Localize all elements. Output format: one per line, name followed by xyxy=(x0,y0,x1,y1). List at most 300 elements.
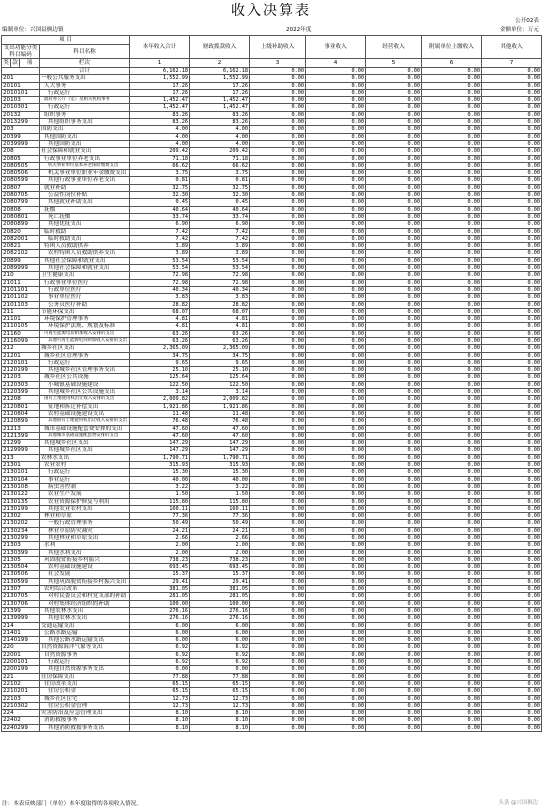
row-value: 2.00 xyxy=(190,542,250,549)
row-code: 2130599 xyxy=(2,578,40,585)
row-value: 3.89 xyxy=(190,243,250,250)
row-value: 125.64 xyxy=(190,374,250,381)
row-value: 0.00 xyxy=(482,133,542,140)
row-value: 0.00 xyxy=(482,666,542,673)
row-value: 0.00 xyxy=(422,148,482,155)
row-value: 0.00 xyxy=(250,352,306,359)
row-value: 0.00 xyxy=(306,111,366,118)
row-value: 0.00 xyxy=(250,498,306,505)
row-value: 0.00 xyxy=(366,571,422,578)
row-value: 381.05 xyxy=(190,586,250,593)
row-value: 0.00 xyxy=(482,483,542,490)
row-name: 其他社会保障和就业支出 xyxy=(40,257,130,264)
row-value: 0.00 xyxy=(366,294,422,301)
row-code: 2130108 xyxy=(2,483,40,490)
row-value: 0.00 xyxy=(366,308,422,315)
row-value: 6.92 xyxy=(130,644,190,651)
row-value: 0.00 xyxy=(306,192,366,199)
row-value: 0.00 xyxy=(306,345,366,352)
row-value: 0.00 xyxy=(482,367,542,374)
row-value: 24.21 xyxy=(190,527,250,534)
row-value: 0.00 xyxy=(366,440,422,447)
row-name: 组织事务 xyxy=(40,111,130,118)
row-name: 其他组织事务支出 xyxy=(40,119,130,126)
row-value: 6.00 xyxy=(130,629,190,636)
row-value: 0.00 xyxy=(422,170,482,177)
row-value: 276.16 xyxy=(190,607,250,614)
row-code: 2010101 xyxy=(2,89,40,96)
table-row xyxy=(2,140,542,147)
table-row xyxy=(2,644,542,651)
table-row xyxy=(2,89,542,96)
row-value: 0.00 xyxy=(366,535,422,542)
row-value: 40.34 xyxy=(190,286,250,293)
row-value: 4.00 xyxy=(190,140,250,147)
table-row xyxy=(2,695,542,702)
table-row xyxy=(2,483,542,490)
row-value: 0.00 xyxy=(306,279,366,286)
row-value: 738.23 xyxy=(190,556,250,563)
row-value: 0.00 xyxy=(250,243,306,250)
row-value: 0.00 xyxy=(366,257,422,264)
row-value: 0.00 xyxy=(422,593,482,600)
row-value: 0.00 xyxy=(366,213,422,220)
col-header-affiliated: 附属单位上缴收入 xyxy=(422,36,482,59)
row-value: 0.00 xyxy=(482,330,542,337)
row-value: 0.45 xyxy=(130,199,190,206)
row-value: 0.00 xyxy=(482,578,542,585)
row-value: 0.00 xyxy=(422,221,482,228)
table-row xyxy=(2,97,542,104)
row-value: 6.90 xyxy=(130,221,190,228)
row-value: 0.00 xyxy=(366,469,422,476)
row-value: 0.00 xyxy=(250,710,306,717)
row-value: 0.00 xyxy=(366,491,422,498)
row-name: 行政运行 xyxy=(40,659,130,666)
row-value: 276.16 xyxy=(190,615,250,622)
table-row xyxy=(2,177,542,184)
row-value: 0.00 xyxy=(482,170,542,177)
row-value: 0.00 xyxy=(250,666,306,673)
row-value: 0.00 xyxy=(306,520,366,527)
row-value: 122.50 xyxy=(130,381,190,388)
row-value: 0.00 xyxy=(306,615,366,622)
row-value: 0.00 xyxy=(422,695,482,702)
row-value: 0.00 xyxy=(366,228,422,235)
row-value: 0.00 xyxy=(422,381,482,388)
table-row xyxy=(2,615,542,622)
row-value: 0.00 xyxy=(422,367,482,374)
row-name: 死亡抚恤 xyxy=(40,213,130,220)
row-name: 其他林业和草原支出 xyxy=(40,535,130,542)
row-name: 交通运输支出 xyxy=(40,622,130,629)
total-value: 6,162.18 xyxy=(190,68,250,75)
row-value: 0.00 xyxy=(482,432,542,439)
row-value: 0.00 xyxy=(422,680,482,687)
row-value: 0.00 xyxy=(366,89,422,96)
row-value: 53.54 xyxy=(130,257,190,264)
row-value: 72.98 xyxy=(130,272,190,279)
row-value: 0.00 xyxy=(306,440,366,447)
row-value: 0.00 xyxy=(482,89,542,96)
row-name: 临时救助支出 xyxy=(40,235,130,242)
row-value: 24.21 xyxy=(130,527,190,534)
row-value: 0.00 xyxy=(422,659,482,666)
row-value: 147.29 xyxy=(130,447,190,454)
row-value: 0.00 xyxy=(482,286,542,293)
total-value: 0.00 xyxy=(306,68,366,75)
row-value: 0.00 xyxy=(422,140,482,147)
row-value: 11.48 xyxy=(130,410,190,417)
row-value: 83.26 xyxy=(190,119,250,126)
table-row xyxy=(2,148,542,155)
row-value: 0.00 xyxy=(306,717,366,724)
table-row xyxy=(2,279,542,286)
col-header-other: 其他收入 xyxy=(482,36,542,59)
row-value: 0.00 xyxy=(422,133,482,140)
row-value: 0.00 xyxy=(306,629,366,636)
row-code: 210 xyxy=(2,272,40,279)
col-header-business: 事业收入 xyxy=(306,36,366,59)
row-value: 0.00 xyxy=(482,695,542,702)
row-value: 29.41 xyxy=(190,578,250,585)
table-row xyxy=(2,666,542,673)
row-value: 209.42 xyxy=(190,148,250,155)
row-code: 2121399 xyxy=(2,432,40,439)
row-value: 0.00 xyxy=(366,586,422,593)
row-value: 2.66 xyxy=(190,535,250,542)
row-value: 693.45 xyxy=(190,564,250,571)
table-row xyxy=(2,513,542,520)
row-code: 2101103 xyxy=(2,301,40,308)
row-code: 201 xyxy=(2,75,40,82)
row-value: 0.00 xyxy=(250,148,306,155)
row-code: 22001 xyxy=(2,651,40,658)
row-code: 208 xyxy=(2,148,40,155)
row-value: 0.00 xyxy=(482,425,542,432)
row-value: 0.00 xyxy=(366,316,422,323)
row-name: 行政运行 xyxy=(40,469,130,476)
row-value: 0.00 xyxy=(306,396,366,403)
row-name: 就业补助 xyxy=(40,184,130,191)
row-code: 21302 xyxy=(2,513,40,520)
row-value: 0.00 xyxy=(306,542,366,549)
table-row xyxy=(2,607,542,614)
row-value: 47.60 xyxy=(130,432,190,439)
row-value: 0.00 xyxy=(422,162,482,169)
row-value: 0.00 xyxy=(130,666,190,673)
row-code: 21307 xyxy=(2,586,40,593)
row-value: 0.00 xyxy=(306,228,366,235)
row-value: 0.00 xyxy=(366,279,422,286)
row-value: 0.00 xyxy=(422,119,482,126)
row-value: 0.00 xyxy=(422,250,482,257)
row-value: 0.00 xyxy=(482,228,542,235)
row-value: 0.00 xyxy=(482,243,542,250)
row-value: 0.00 xyxy=(366,542,422,549)
row-value: 0.00 xyxy=(250,389,306,396)
row-value: 0.00 xyxy=(422,535,482,542)
row-code: 21399 xyxy=(2,607,40,614)
row-value: 209.42 xyxy=(130,148,190,155)
sub-header-section: 款 xyxy=(12,60,18,66)
row-value: 0.00 xyxy=(482,447,542,454)
row-value: 6.00 xyxy=(190,637,250,644)
row-value: 0.00 xyxy=(482,600,542,607)
row-value: 8.10 xyxy=(130,717,190,724)
row-value: 0.00 xyxy=(482,688,542,695)
row-value: 0.00 xyxy=(366,184,422,191)
row-value: 0.00 xyxy=(366,578,422,585)
row-value: 0.00 xyxy=(250,213,306,220)
row-name: 住房改革支出 xyxy=(40,680,130,687)
row-code: 20821 xyxy=(2,243,40,250)
row-value: 0.00 xyxy=(422,396,482,403)
table-row xyxy=(2,111,542,118)
row-name: 其他国防支出 xyxy=(40,133,130,140)
row-code: 2130504 xyxy=(2,564,40,571)
row-value: 0.00 xyxy=(306,586,366,593)
row-code: 2120804 xyxy=(2,410,40,417)
row-value: 122.50 xyxy=(190,381,250,388)
row-name: 其他国防支出 xyxy=(40,140,130,147)
row-value: 0.00 xyxy=(366,644,422,651)
row-name: 社会保障和就业支出 xyxy=(40,148,130,155)
row-value: 32.75 xyxy=(190,184,250,191)
row-value: 0.00 xyxy=(422,637,482,644)
row-value: 3.89 xyxy=(190,250,250,257)
row-value: 0.00 xyxy=(482,498,542,505)
row-code: 2130399 xyxy=(2,549,40,556)
row-value: 0.00 xyxy=(482,75,542,82)
row-value: 0.00 xyxy=(366,352,422,359)
row-value: 71.18 xyxy=(130,155,190,162)
row-value: 77.88 xyxy=(190,673,250,680)
row-code: 2130299 xyxy=(2,535,40,542)
table-row xyxy=(2,257,542,264)
row-value: 0.00 xyxy=(482,622,542,629)
row-value: 0.00 xyxy=(306,308,366,315)
row-value: 0.00 xyxy=(250,651,306,658)
row-value: 0.00 xyxy=(482,235,542,242)
row-value: 315.93 xyxy=(190,462,250,469)
row-value: 6.92 xyxy=(190,651,250,658)
row-value: 0.00 xyxy=(482,308,542,315)
row-value: 0.00 xyxy=(482,192,542,199)
row-value: 0.00 xyxy=(422,410,482,417)
row-name: 城乡社区支出 xyxy=(40,345,130,352)
row-code: 2130104 xyxy=(2,476,40,483)
row-value: 0.00 xyxy=(482,126,542,133)
row-value: 281.05 xyxy=(130,593,190,600)
row-value: 0.00 xyxy=(422,622,482,629)
row-value: 0.00 xyxy=(306,126,366,133)
row-value: 0.00 xyxy=(482,586,542,593)
row-value: 15.30 xyxy=(190,469,250,476)
row-name: 抚恤 xyxy=(40,206,130,213)
row-value: 0.00 xyxy=(366,695,422,702)
row-value: 0.00 xyxy=(366,148,422,155)
row-value: 0.00 xyxy=(366,527,422,534)
row-code: 21303 xyxy=(2,542,40,549)
row-code: 2130122 xyxy=(2,491,40,498)
table-row xyxy=(2,556,542,563)
row-value: 0.00 xyxy=(422,710,482,717)
row-value: 0.00 xyxy=(250,257,306,264)
row-code: 203 xyxy=(2,126,40,133)
row-code: 2240299 xyxy=(2,724,40,731)
row-value: 0.00 xyxy=(422,491,482,498)
row-name: 其他农业农村支出 xyxy=(40,505,130,512)
row-value: 0.00 xyxy=(482,272,542,279)
row-value: 147.29 xyxy=(130,440,190,447)
table-row xyxy=(2,389,542,396)
table-row xyxy=(2,717,542,724)
table-row xyxy=(2,542,542,549)
row-value: 0.00 xyxy=(482,257,542,264)
row-value: 281.05 xyxy=(190,593,250,600)
row-value: 0.00 xyxy=(366,556,422,563)
table-row xyxy=(2,688,542,695)
row-value: 0.00 xyxy=(422,542,482,549)
row-code: 2130705 xyxy=(2,593,40,600)
row-value: 738.23 xyxy=(130,556,190,563)
table-row xyxy=(2,367,542,374)
row-value: 33.74 xyxy=(190,213,250,220)
row-code: 2130706 xyxy=(2,600,40,607)
row-value: 0.00 xyxy=(250,724,306,731)
table-row xyxy=(2,294,542,301)
row-value: 53.54 xyxy=(190,265,250,272)
row-name: 其他农林水支出 xyxy=(40,615,130,622)
row-code: 2082001 xyxy=(2,235,40,242)
row-name: 住房公积金管理 xyxy=(40,702,130,709)
row-value: 0.00 xyxy=(422,89,482,96)
table-row xyxy=(2,724,542,731)
row-value: 0.00 xyxy=(306,535,366,542)
row-value: 4.81 xyxy=(190,323,250,330)
table-row xyxy=(2,228,542,235)
table-row xyxy=(2,505,542,512)
table-row xyxy=(2,710,542,717)
row-code: 2080505 xyxy=(2,162,40,169)
table-row xyxy=(2,462,542,469)
row-value: 0.00 xyxy=(482,359,542,366)
row-value: 1,921.86 xyxy=(130,403,190,410)
row-value: 2.00 xyxy=(130,542,190,549)
row-name: 农业生产发展 xyxy=(40,491,130,498)
row-value: 4.00 xyxy=(130,140,190,147)
row-value: 0.00 xyxy=(482,155,542,162)
row-value: 2,365.09 xyxy=(130,345,190,352)
row-value: 0.00 xyxy=(422,717,482,724)
row-value: 63.26 xyxy=(190,330,250,337)
row-value: 3.75 xyxy=(190,170,250,177)
row-value: 0.00 xyxy=(250,615,306,622)
row-value: 0.00 xyxy=(250,462,306,469)
table-row xyxy=(2,323,542,330)
row-value: 0.00 xyxy=(306,301,366,308)
row-value: 7.42 xyxy=(190,228,250,235)
report-title: 收入决算表 xyxy=(231,3,311,19)
row-value: 77.36 xyxy=(130,513,190,520)
row-value: 0.00 xyxy=(482,549,542,556)
row-value: 0.00 xyxy=(482,396,542,403)
row-value: 0.00 xyxy=(250,367,306,374)
row-value: 0.00 xyxy=(366,206,422,213)
row-name: 灾害防治及应急管理支出 xyxy=(40,710,130,717)
row-value: 0.00 xyxy=(250,111,306,118)
table-row xyxy=(2,265,542,272)
row-value: 0.00 xyxy=(482,505,542,512)
row-value: 0.00 xyxy=(422,308,482,315)
row-value: 47.60 xyxy=(130,425,190,432)
row-value: 6.92 xyxy=(190,644,250,651)
row-value: 0.00 xyxy=(422,644,482,651)
row-value: 0.00 xyxy=(482,184,542,191)
row-value: 0.00 xyxy=(366,593,422,600)
row-value: 0.00 xyxy=(366,221,422,228)
row-value: 0.00 xyxy=(482,162,542,169)
row-value: 0.00 xyxy=(366,119,422,126)
row-value: 115.80 xyxy=(190,498,250,505)
row-code: 2130135 xyxy=(2,498,40,505)
income-table xyxy=(1,35,542,732)
table-row xyxy=(2,418,542,425)
col-header-superior: 上级补助收入 xyxy=(250,36,306,59)
row-value: 6.92 xyxy=(190,659,250,666)
row-value: 0.00 xyxy=(422,279,482,286)
row-name: 城乡社区住宅 xyxy=(40,695,130,702)
row-code: 2130202 xyxy=(2,520,40,527)
row-value: 0.00 xyxy=(306,206,366,213)
row-value: 0.00 xyxy=(482,337,542,344)
row-value: 0.00 xyxy=(250,206,306,213)
row-code: 214 xyxy=(2,622,40,629)
row-value: 0.00 xyxy=(306,607,366,614)
row-name: 其他就业补助支出 xyxy=(40,199,130,206)
row-code: 2130101 xyxy=(2,469,40,476)
row-value: 0.00 xyxy=(250,542,306,549)
row-value: 0.00 xyxy=(250,140,306,147)
row-value: 0.00 xyxy=(250,272,306,279)
row-value: 0.00 xyxy=(250,301,306,308)
row-value: 160.11 xyxy=(130,505,190,512)
table-row xyxy=(2,308,542,315)
row-value: 0.00 xyxy=(250,323,306,330)
row-value: 65.15 xyxy=(190,680,250,687)
row-name: 其他城乡社区公共设施支出 xyxy=(40,389,130,396)
row-name: 其他水利支出 xyxy=(40,549,130,556)
row-name: 农村基础设施建设支出 xyxy=(40,410,130,417)
row-value: 4.00 xyxy=(130,133,190,140)
row-value: 8.10 xyxy=(130,710,190,717)
row-value: 0.00 xyxy=(306,710,366,717)
row-value: 0.00 xyxy=(250,513,306,520)
row-value: 0.00 xyxy=(250,294,306,301)
table-row xyxy=(2,454,542,461)
row-code: 2120303 xyxy=(2,381,40,388)
row-value: 0.00 xyxy=(250,622,306,629)
row-value: 0.00 xyxy=(482,97,542,104)
row-value: 1,552.99 xyxy=(190,75,250,82)
row-value: 0.00 xyxy=(306,155,366,162)
col-no: 4 xyxy=(306,59,366,68)
compiling-unit: 编制单位：兴国县枫边镇 xyxy=(2,27,64,33)
row-value: 65.15 xyxy=(190,688,250,695)
row-value: 0.00 xyxy=(306,243,366,250)
row-value: 3.83 xyxy=(130,294,190,301)
